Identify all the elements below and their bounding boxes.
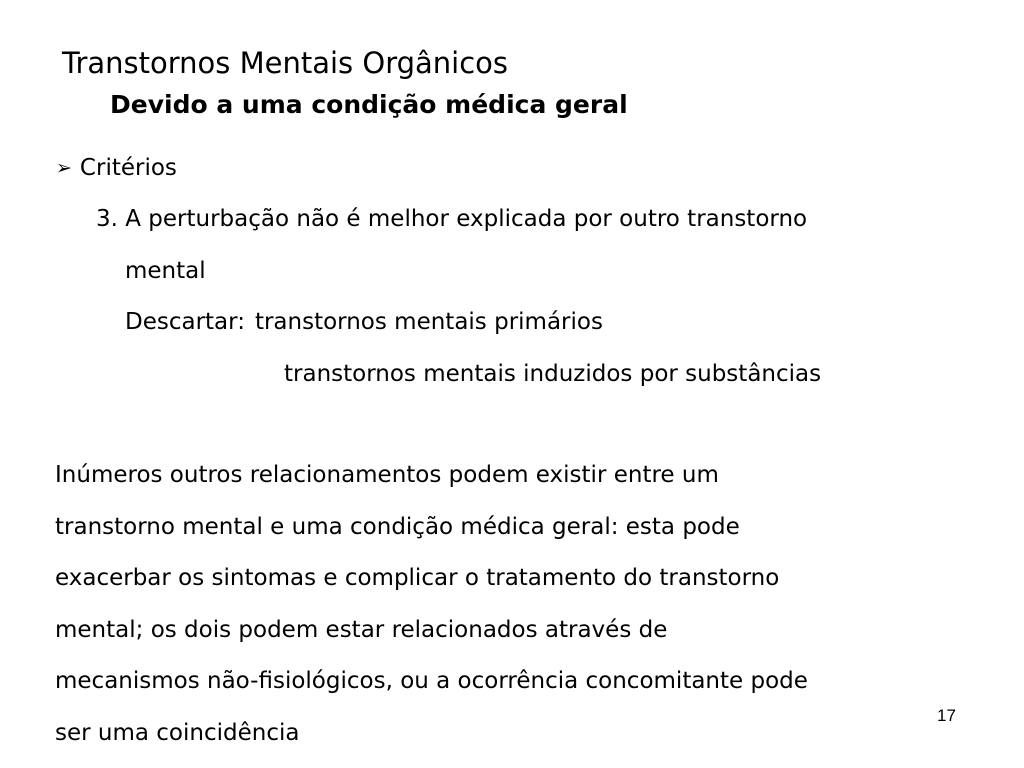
criteria-bullet bbox=[56, 154, 177, 183]
page-number: 17 bbox=[937, 706, 956, 725]
paragraph-line: mecanismos não-fisiológicos, ou a ocorrência concomitante pode bbox=[55, 668, 808, 694]
paragraph-line: Inúmeros outros relacionamentos podem existir entre um bbox=[55, 462, 719, 488]
criterion-line-1: 3. A perturbação não é melhor explicada por outro transtorno bbox=[96, 206, 808, 232]
paragraph-line: mental; os dois podem estar relacionados através de bbox=[55, 616, 668, 643]
discard-item-1: transtornos mentais primários bbox=[254, 309, 603, 335]
discard-line-1 bbox=[125, 308, 603, 336]
arrowhead-bullet-icon: ➢ bbox=[56, 157, 72, 179]
paragraph-line: transtorno mental e uma condição médica geral: esta pode bbox=[55, 513, 740, 540]
slide-subtitle: Devido a uma condição médica geral bbox=[110, 90, 628, 119]
paragraph-line: ser uma coincidência bbox=[55, 719, 300, 746]
slide-title: Transtornos Mentais Orgânicos bbox=[62, 46, 509, 80]
discard-item-2: transtornos mentais induzidos por substâncias bbox=[284, 361, 822, 387]
body-paragraph bbox=[55, 461, 995, 768]
criterion-line-2: mental bbox=[125, 258, 206, 284]
paragraph-line: exacerbar os sintomas e complicar o tratamento do transtorno bbox=[55, 565, 780, 591]
discard-label: Descartar: bbox=[125, 309, 245, 335]
criteria-label: Critérios bbox=[79, 155, 177, 181]
